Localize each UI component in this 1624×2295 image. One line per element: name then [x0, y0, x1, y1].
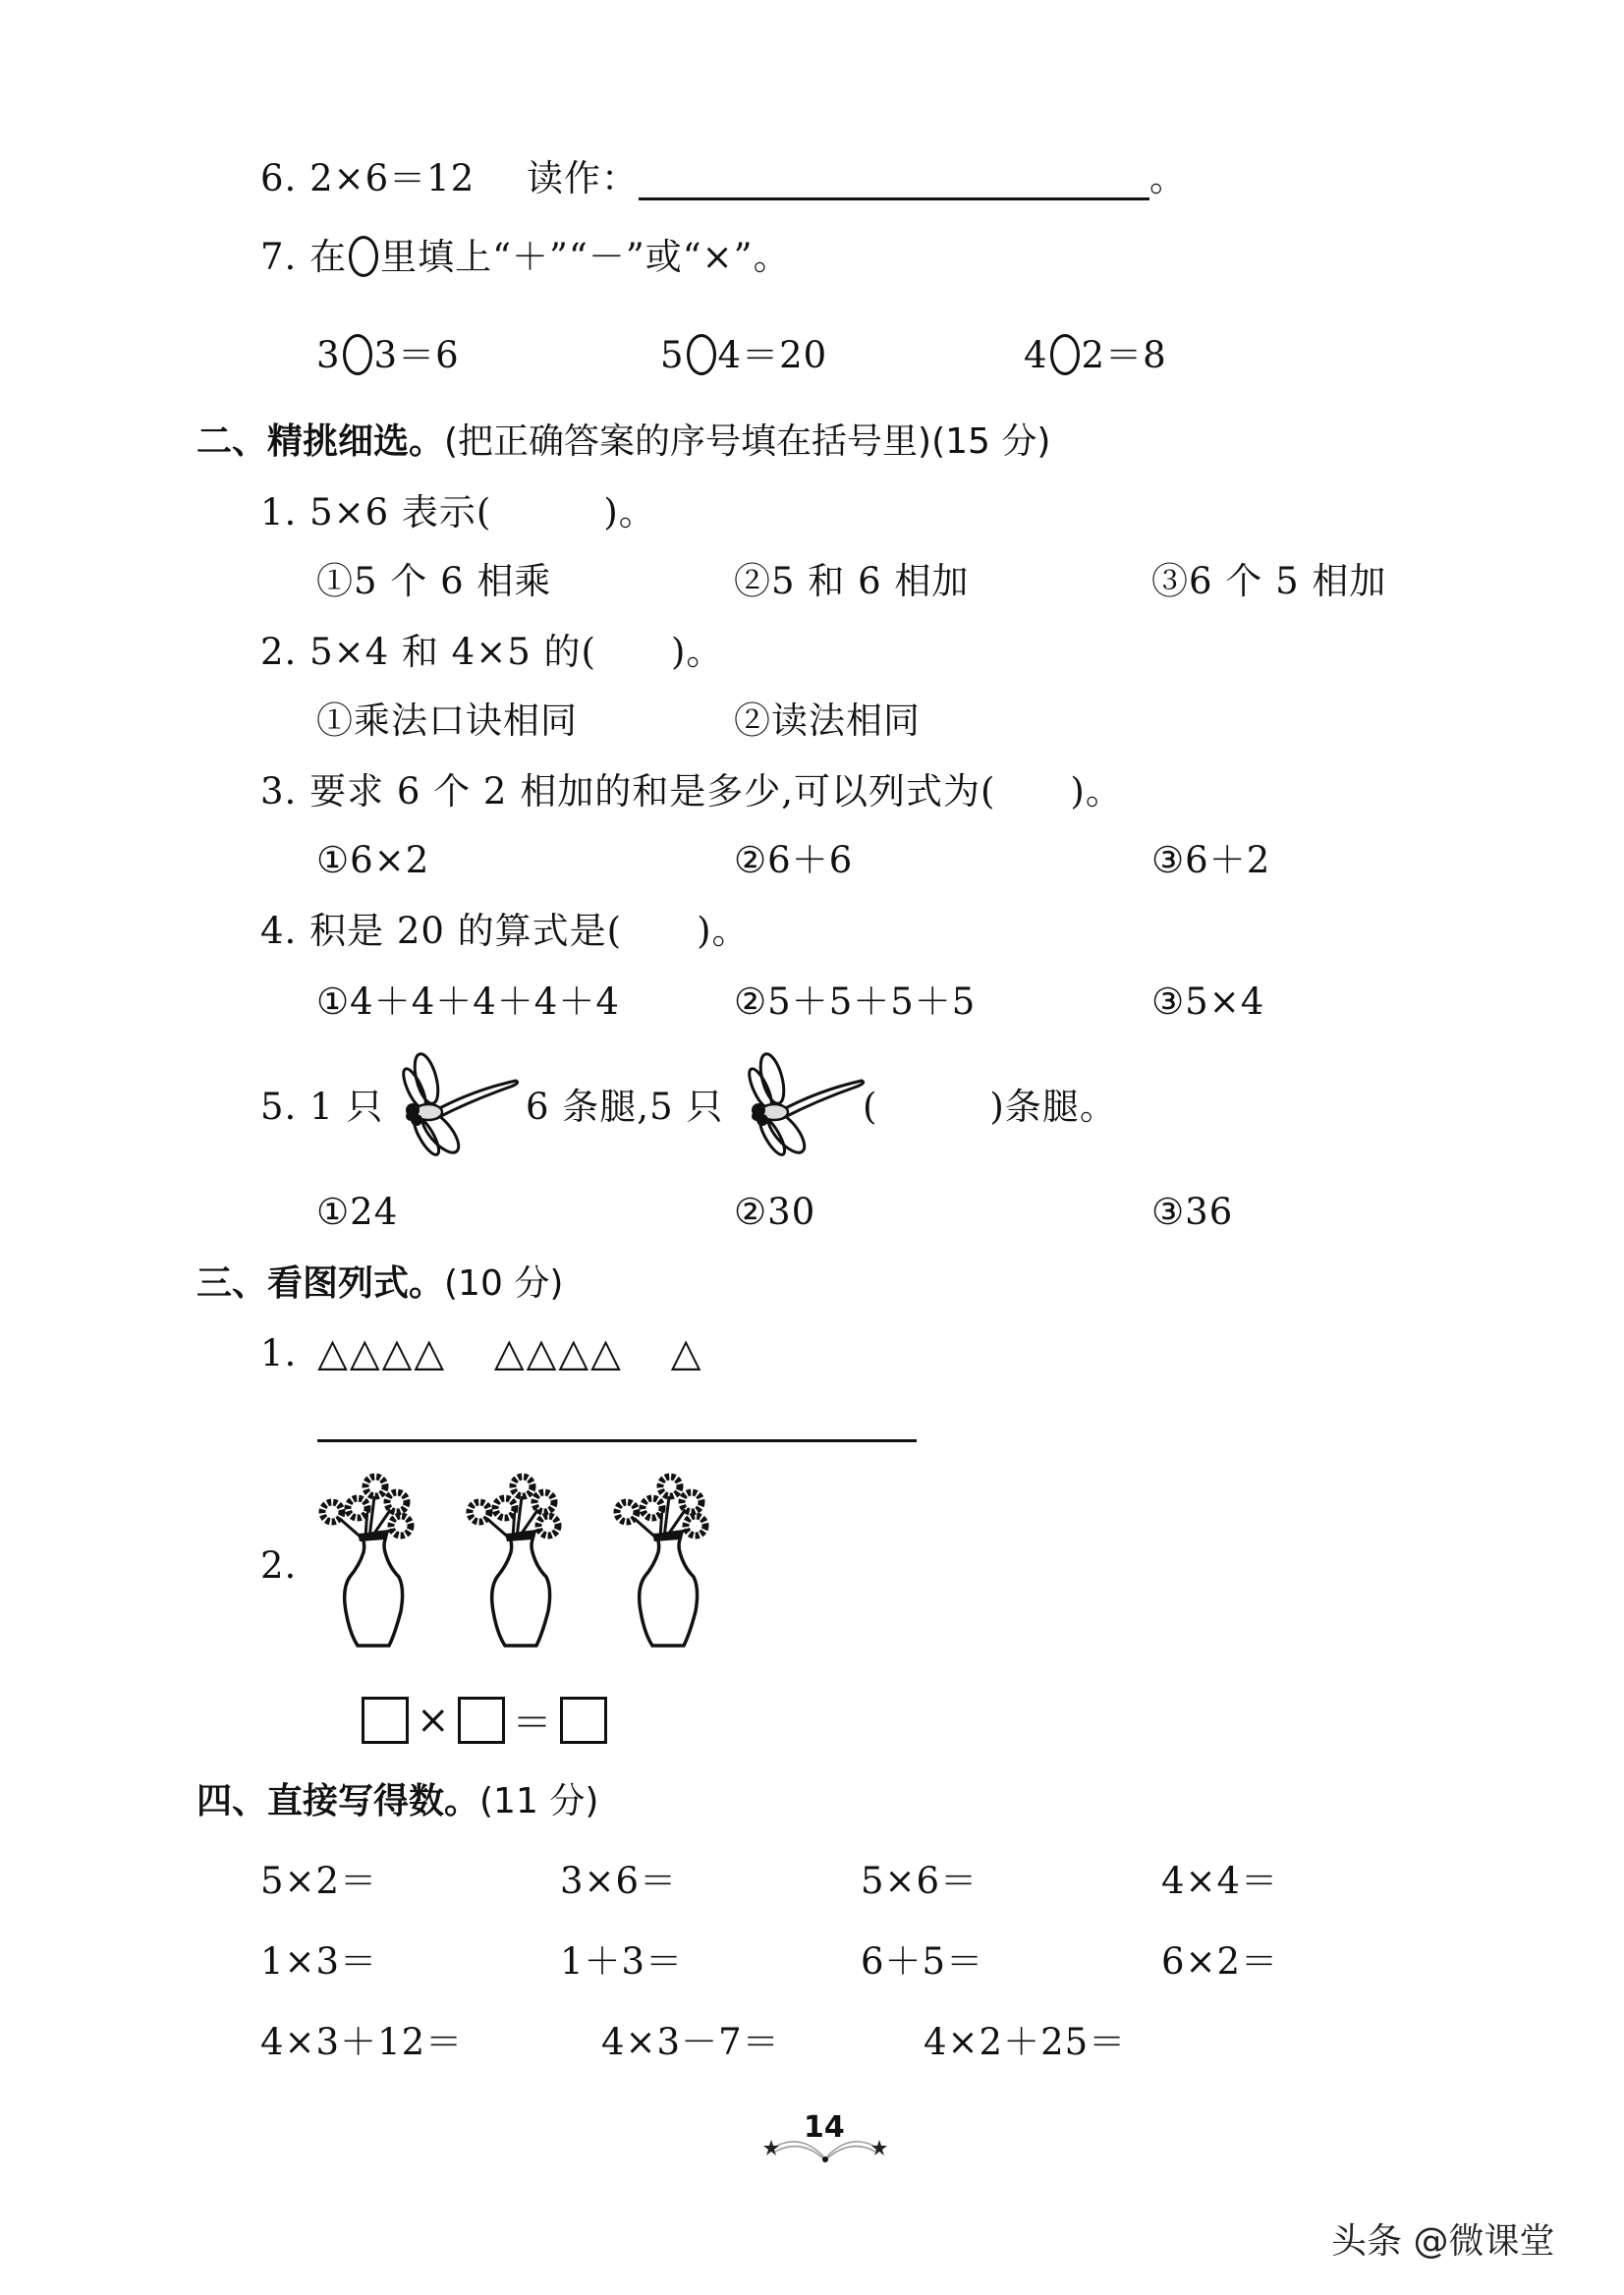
fill-operator-item [1024, 334, 1167, 377]
option[interactable]: ①5 个 6 相乘 [316, 560, 552, 602]
fill-operator-item [660, 334, 827, 377]
choice-question [260, 1086, 383, 1129]
section-title: 四、直接写得数。 [196, 1781, 480, 1821]
question-stem: 要求 6 个 2 相加的和是多少,可以列式为( )。 [309, 770, 1123, 812]
operand: 3＝6 [373, 334, 460, 376]
section-note: (10 分) [444, 1263, 564, 1304]
equation-boxes [362, 1692, 607, 1748]
question-stem: 5×6 表示( )。 [309, 491, 656, 533]
page-number: 14 [804, 2110, 845, 2145]
section-note: (把正确答案的序号填在括号里)(15 分) [444, 421, 1051, 462]
option[interactable]: ②读法相同 [734, 700, 921, 742]
calc-item[interactable]: 4×4＝ [1161, 1860, 1279, 1902]
section-note: (11 分) [479, 1781, 599, 1821]
dragonfly-icon [393, 1051, 521, 1159]
expression: 2×6＝12 [309, 157, 476, 199]
option[interactable]: ②5 和 6 相加 [734, 560, 970, 602]
answer-line[interactable] [317, 1439, 917, 1442]
question-number: 6. [260, 157, 298, 199]
question-number: 5. [260, 1086, 298, 1128]
flower-vase-icon [462, 1469, 580, 1655]
question-6 [260, 157, 1187, 200]
question-stem: 5×4 和 4×5 的( )。 [309, 631, 724, 673]
option[interactable]: ②5＋5＋5＋5 [734, 980, 977, 1023]
option[interactable]: ③36 [1151, 1191, 1234, 1233]
answer-box[interactable] [560, 1697, 607, 1744]
operator-circle-input[interactable] [343, 334, 372, 375]
choice-question [260, 491, 656, 534]
calc-item[interactable]: 4×3－7＝ [601, 2021, 780, 2063]
multiply-sign: × [417, 1697, 450, 1743]
book-stars-ornament-icon [761, 2130, 889, 2165]
calc-item[interactable]: 5×6＝ [861, 1860, 979, 1902]
triangle-group: △△△△ [317, 1330, 447, 1375]
question-text: 里填上“＋”“－”或“×”。 [380, 236, 791, 278]
calc-item[interactable]: 4×2＋25＝ [924, 2021, 1127, 2063]
equals-sign: ＝ [512, 1701, 552, 1746]
section-title: 三、看图列式。 [196, 1263, 445, 1304]
dragonfly-icon [739, 1051, 867, 1159]
operand: 4 [1024, 334, 1048, 376]
question-stem: ( )条腿。 [863, 1086, 1117, 1128]
picture-question-1 [260, 1331, 702, 1375]
question-stem: 6 条腿,5 只 [526, 1086, 724, 1128]
operand: 5 [660, 334, 685, 376]
question-stem: 1 只 [309, 1086, 384, 1128]
option[interactable]: ①4＋4＋4＋4＋4 [316, 980, 620, 1023]
fill-operator-item [316, 334, 460, 377]
section-heading [196, 1262, 563, 1306]
triangle-group: △ [670, 1330, 703, 1375]
calc-item[interactable]: 5×2＝ [260, 1860, 378, 1902]
question-number: 7. [260, 236, 298, 278]
section-title: 二、精挑细选。 [196, 421, 445, 462]
question-text: 在 [309, 236, 348, 278]
question-number: 3. [260, 770, 298, 812]
question-number: 1. [260, 491, 298, 533]
calc-item[interactable]: 6×2＝ [1161, 1940, 1279, 1983]
answer-box[interactable] [362, 1697, 409, 1744]
question-7 [260, 236, 791, 279]
calc-item[interactable]: 4×3＋12＝ [260, 2021, 464, 2063]
answer-box[interactable] [458, 1697, 505, 1744]
choice-question [260, 770, 1123, 813]
option[interactable]: ③6 个 5 相加 [1151, 560, 1387, 602]
question-number: 2. [260, 1544, 298, 1587]
calc-item[interactable]: 1＋3＝ [560, 1940, 684, 1983]
option[interactable]: ③5×4 [1151, 980, 1265, 1023]
operand: 4＝20 [717, 334, 828, 376]
triangle-group: △△△△ [493, 1330, 623, 1375]
question-number: 2. [260, 631, 298, 673]
option[interactable]: ②30 [734, 1191, 816, 1233]
operator-circle-input[interactable] [1050, 334, 1080, 375]
option[interactable]: ①24 [316, 1191, 399, 1233]
question-number: 1. [260, 1332, 298, 1374]
section-heading [196, 420, 1050, 464]
choice-question [260, 910, 750, 953]
option[interactable]: ①乘法口诀相同 [316, 700, 578, 742]
calc-item[interactable]: 6＋5＝ [861, 1940, 984, 1983]
choice-question [260, 631, 723, 674]
question-number: 4. [260, 910, 298, 952]
option[interactable]: ①6×2 [316, 839, 430, 881]
calc-item[interactable]: 1×3＝ [260, 1940, 378, 1983]
read-as-label: 读作： [527, 157, 640, 199]
option[interactable]: ②6＋6 [734, 839, 854, 881]
period: 。 [1149, 157, 1188, 199]
question-stem: 积是 20 的算式是( )。 [309, 910, 750, 952]
watermark: 头条 @微课堂 [1331, 2221, 1555, 2262]
section-heading [196, 1780, 598, 1823]
flower-vase-icon [314, 1469, 432, 1655]
answer-blank[interactable] [639, 160, 1149, 200]
flower-vase-icon [609, 1469, 727, 1655]
circle-icon [349, 236, 378, 277]
calc-item[interactable]: 3×6＝ [560, 1860, 678, 1902]
operator-circle-input[interactable] [687, 334, 716, 375]
operand: 2＝8 [1081, 334, 1167, 376]
option[interactable]: ③6＋2 [1151, 839, 1271, 881]
operand: 3 [316, 334, 341, 376]
